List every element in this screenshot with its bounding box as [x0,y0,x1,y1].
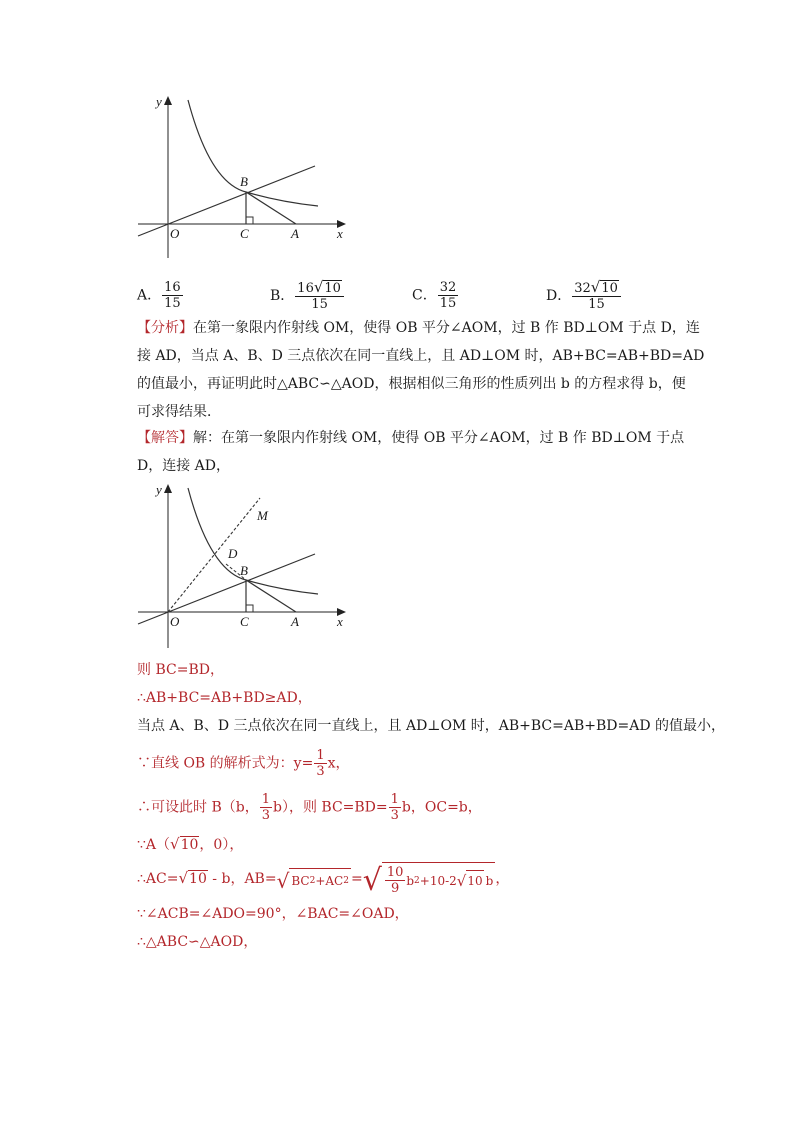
step-6: ∵A（√10，0）， [137,835,244,853]
label-b: B [240,563,248,578]
solution-line-1: 解：在第一象限内作射线 OM，使得 OB 平分∠AOM，过 B 作 BD⊥OM 于点 [193,430,685,446]
step-5-num-2: 1 [390,792,399,807]
step-7-sqrt-2: √ $\frac{10}{9}$ b 2 +10-2 √ 10 b [362,863,494,898]
analysis-line-1: 在第一象限内作射线 OM，使得 OB 平分∠AOM，过 B 作 BD⊥OM 于点 D，连 [193,320,700,336]
option-d-fraction: $\frac{32√10}{15}$ [572,280,621,312]
step-6-radicand: 10 [180,837,199,853]
step-7-end: ， [495,871,510,887]
label-y: y [156,482,162,497]
step-3: 当点 A、B、D 三点依次在同一直线上，且 AD⊥OM 时，AB+BC=AB+BD=AD 的值最小， [137,718,726,734]
line-ob [138,166,315,236]
step-7: ∴AC=√10 - b，AB= √ BC 2 +AC 2 = √ $\frac{10}{9}$ b 2 +10-2 √ 10 b ， [137,863,510,898]
step-7-bc: BC [291,873,310,888]
option-b-letter: B． [270,288,295,304]
label-o: O [170,226,180,241]
analysis-line-2: 接 AD，当点 A、B、D 三点依次在同一直线上，且 AD⊥OM 时，AB+BC=AB+BD=AD [137,348,705,364]
step-4 [137,748,350,779]
option-b[interactable] [270,280,345,312]
solution-tag: 【解答】 [137,430,193,446]
step-7-fnum: 10 [386,865,404,880]
figure-1 [130,88,360,268]
step-7-fden: 9 [390,881,400,896]
step-5-pre: ∴可设此时 B（b， [137,799,259,816]
step-4-fraction [314,748,326,779]
step-7-sup-3: 2 [414,875,420,886]
option-d-coef: 32 [574,281,591,296]
option-d[interactable] [546,280,622,312]
step-7-radicand-2: 10 [466,870,483,891]
step-9: ∴△ABC∽△AOD， [137,934,258,950]
solution-line-2: D，连接 AD， [137,458,231,474]
step-5-mid: b），则 BC=BD= [272,799,388,816]
step-5 [137,792,482,823]
right-angle-mark [246,217,253,224]
option-d-radicand: 10 [601,281,618,296]
analysis-tag: 【分析】 [137,320,193,336]
step-5-den: 3 [261,808,270,823]
option-a-den: 15 [164,296,181,311]
option-c-fraction [438,280,459,311]
step-4-post: x， [327,755,350,772]
step-7-radicand: 10 [189,871,207,887]
option-d-letter: D． [546,288,572,304]
option-a-letter: A． [137,287,162,304]
step-1: 则 BC=BD， [137,662,224,678]
label-m: M [257,508,268,523]
step-6-post: ，0）， [199,837,244,853]
analysis-block [137,318,704,430]
step-4-den: 3 [316,764,325,779]
y-axis-arrow [164,96,172,105]
step-5-den-2: 3 [390,808,399,823]
step-7-mid: - b，AB= [207,871,277,887]
option-b-coef: 16 [297,281,314,296]
step-7-b: b [406,873,415,888]
option-c-den: 15 [439,296,457,311]
label-d: D [228,546,238,561]
option-a-fraction [162,280,183,311]
label-a: A [291,614,299,629]
step-7-sup-2: 2 [343,875,349,886]
step-6-pre: ∵A（ [137,837,171,853]
option-a[interactable] [137,280,184,311]
solution-block [137,428,684,484]
step-4-pre: ∵直线 OB 的解析式为：y= [137,755,314,772]
step-5-fraction-2 [389,792,401,823]
option-c[interactable] [412,280,459,311]
figure-2 [130,478,360,658]
step-7-pre: ∴AC= [137,871,179,887]
option-c-letter: C． [412,287,437,304]
step-7-fraction [385,865,406,896]
step-7-b2: b [485,873,494,888]
step-8: ∵∠ACB=∠ADO=90°，∠BAC=∠OAD， [137,906,409,922]
option-c-num: 32 [439,280,457,295]
step-7-sqrt-1: √ BC 2 +AC 2 [276,868,349,893]
step-5-post: b，OC=b， [401,799,482,816]
step-4-num: 1 [316,748,325,763]
y-axis-arrow [164,484,172,493]
step-7-tail: +10-2 [419,873,457,888]
label-c: C [240,226,249,241]
label-x: x [337,614,343,629]
step-7-eq: = [350,871,363,887]
right-angle-mark [246,605,253,612]
step-5-fraction-1 [260,792,272,823]
option-b-fraction: $\frac{16√10}{15}$ [295,280,344,312]
option-a-num: 16 [164,280,181,295]
step-2: ∴AB+BC=AB+BD≥AD， [137,690,312,706]
label-x: x [337,226,343,241]
step-7-sup-1: 2 [309,875,316,886]
analysis-line-3: 的值最小，再证明此时△ABC∽△AOD，根据相似三角形的性质列出 b 的方程求得 b，便 [137,376,686,392]
option-b-radicand: 10 [324,281,341,296]
step-7-plus-ac: +AC [315,873,344,888]
step-5-num: 1 [261,792,270,807]
label-c: C [240,614,249,629]
analysis-line-4: 可求得结果． [137,404,221,420]
label-o: O [170,614,180,629]
label-y: y [156,94,162,109]
label-b: B [240,174,248,189]
label-a: A [291,226,299,241]
option-d-den: 15 [588,297,605,312]
option-b-den: 15 [311,297,328,312]
